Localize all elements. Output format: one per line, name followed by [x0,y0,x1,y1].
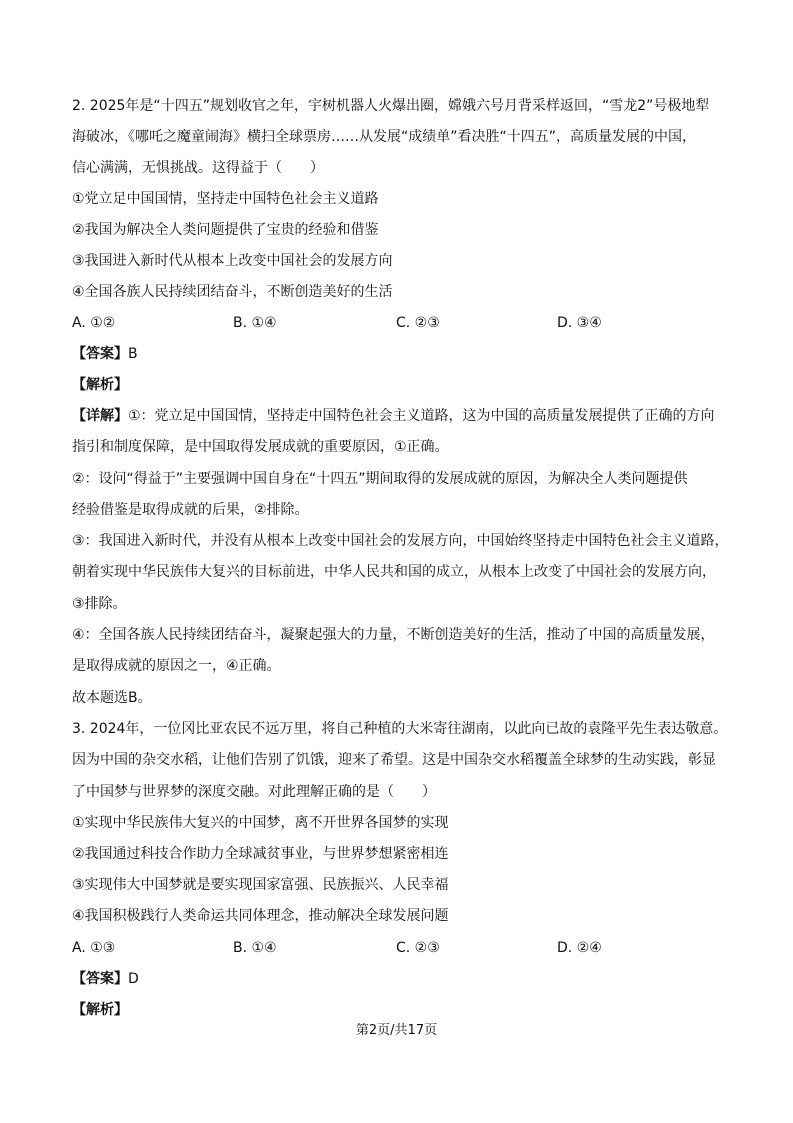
q2-option-c: C. ②③ [396,315,440,331]
q3-option-b: B. ①④ [233,940,277,956]
q2-analysis-line-4: 经验借鉴是取得成就的后果，②排除。 [72,502,309,518]
q2-analysis-line-9: 是取得成就的原因之一，④正确。 [72,658,281,674]
q2-analysis-line-1 [72,406,715,426]
q2-analysis-heading [72,375,128,395]
q2-detail-tag: 【详解】 [72,408,128,424]
q3-answer-line [72,969,139,989]
q3-stem-line-3: 了中国梦与世界梦的深度交融。对此理解正确的是（ ） [72,784,436,800]
q2-statement-2: ②我国为解决全人类问题提供了宝贵的经验和借鉴 [72,222,379,238]
q3-statement-1: ①实现中华民族伟大复兴的中国梦，离不开世界各国梦的实现 [72,815,449,831]
q2-analysis-line-8: ④：全国各族人民持续团结奋斗，凝聚起强大的力量，不断创造美好的生活，推动了中国的高质量发展， [72,627,715,643]
q2-stem-line-3: 信心满满，无惧挑战。这得益于（ ） [72,160,324,176]
q2-statement-4: ④全国各族人民持续团结奋斗，不断创造美好的生活 [72,284,393,300]
page-footer: 第2页/共17页 [355,1023,438,1038]
q2-statement-3: ③我国进入新时代从根本上改变中国社会的发展方向 [72,253,393,269]
q3-analysis-heading [72,1000,128,1020]
q2-analysis-tag: 【解析】 [72,377,128,393]
q2-option-b: B. ①④ [233,315,277,331]
q2-answer-tag: 【答案】 [72,346,128,362]
q3-answer-value: D [128,971,139,987]
q2-analysis-line-7: ③排除。 [72,596,127,612]
q2-answer-value: B [128,346,138,362]
q3-option-a: A. ①③ [72,940,116,956]
q2-conclusion: 故本题选B。 [72,690,152,706]
q2-option-d: D. ③④ [557,315,602,331]
q2-analysis-line-5: ③：我国进入新时代，并没有从根本上改变中国社会的发展方向，中国始终坚持走中国特色社会主义道路， [72,533,729,549]
q3-stem-line-1: 3. 2024年，一位冈比亚农民不远万里，将自己种植的大米寄往湖南，以此向已故的袁隆平先生表达敬意。 [72,721,728,737]
q2-option-a: A. ①② [72,315,116,331]
q3-option-c: C. ②③ [396,940,440,956]
q3-statement-4: ④我国积极践行人类命运共同体理念，推动解决全球发展问题 [72,908,449,924]
q2-analysis-text-1: ①：党立足中国国情，坚持走中国特色社会主义道路，这为中国的高质量发展提供了正确的方向 [128,408,715,424]
q2-analysis-line-2: 指引和制度保障，是中国取得发展成就的重要原因，①正确。 [72,439,449,455]
q2-stem-line-1: 2. 2025年是“十四五”规划收官之年，宇树机器人火爆出圈，嫦娥六号月背采样返回，“雪龙2”号极地犁 [72,98,710,114]
q2-stem-line-2: 海破冰，《哪吒之魔童闹海》横扫全球票房……从发展“成绩单”看决胜“十四五”，高质量发展的中国， [72,129,697,145]
q3-stem-line-2: 因为中国的杂交水稻，让他们告别了饥饿，迎来了希望。这是中国杂交水稻覆盖全球梦的生动实践，彰显 [72,752,716,768]
q2-analysis-line-6: 朝着实现中华民族伟大复兴的目标前进，中华人民共和国的成立，从根本上改变了中国社会的发展方向， [72,564,716,580]
q2-statement-1: ①党立足中国国情，坚持走中国特色社会主义道路 [72,191,379,207]
q3-statement-3: ③实现伟大中国梦就是要实现国家富强、民族振兴、人民幸福 [72,877,449,893]
q2-answer-line [72,344,138,364]
q3-answer-tag: 【答案】 [72,971,128,987]
q3-option-d: D. ②④ [557,940,602,956]
q3-analysis-tag: 【解析】 [72,1002,128,1018]
q3-statement-2: ②我国通过科技合作助力全球减贫事业，与世界梦想紧密相连 [72,846,449,862]
q2-analysis-line-3: ②：设问“得益于”主要强调中国自身在“十四五”期间取得的发展成就的原因，为解决全人类问题提供 [72,471,688,487]
